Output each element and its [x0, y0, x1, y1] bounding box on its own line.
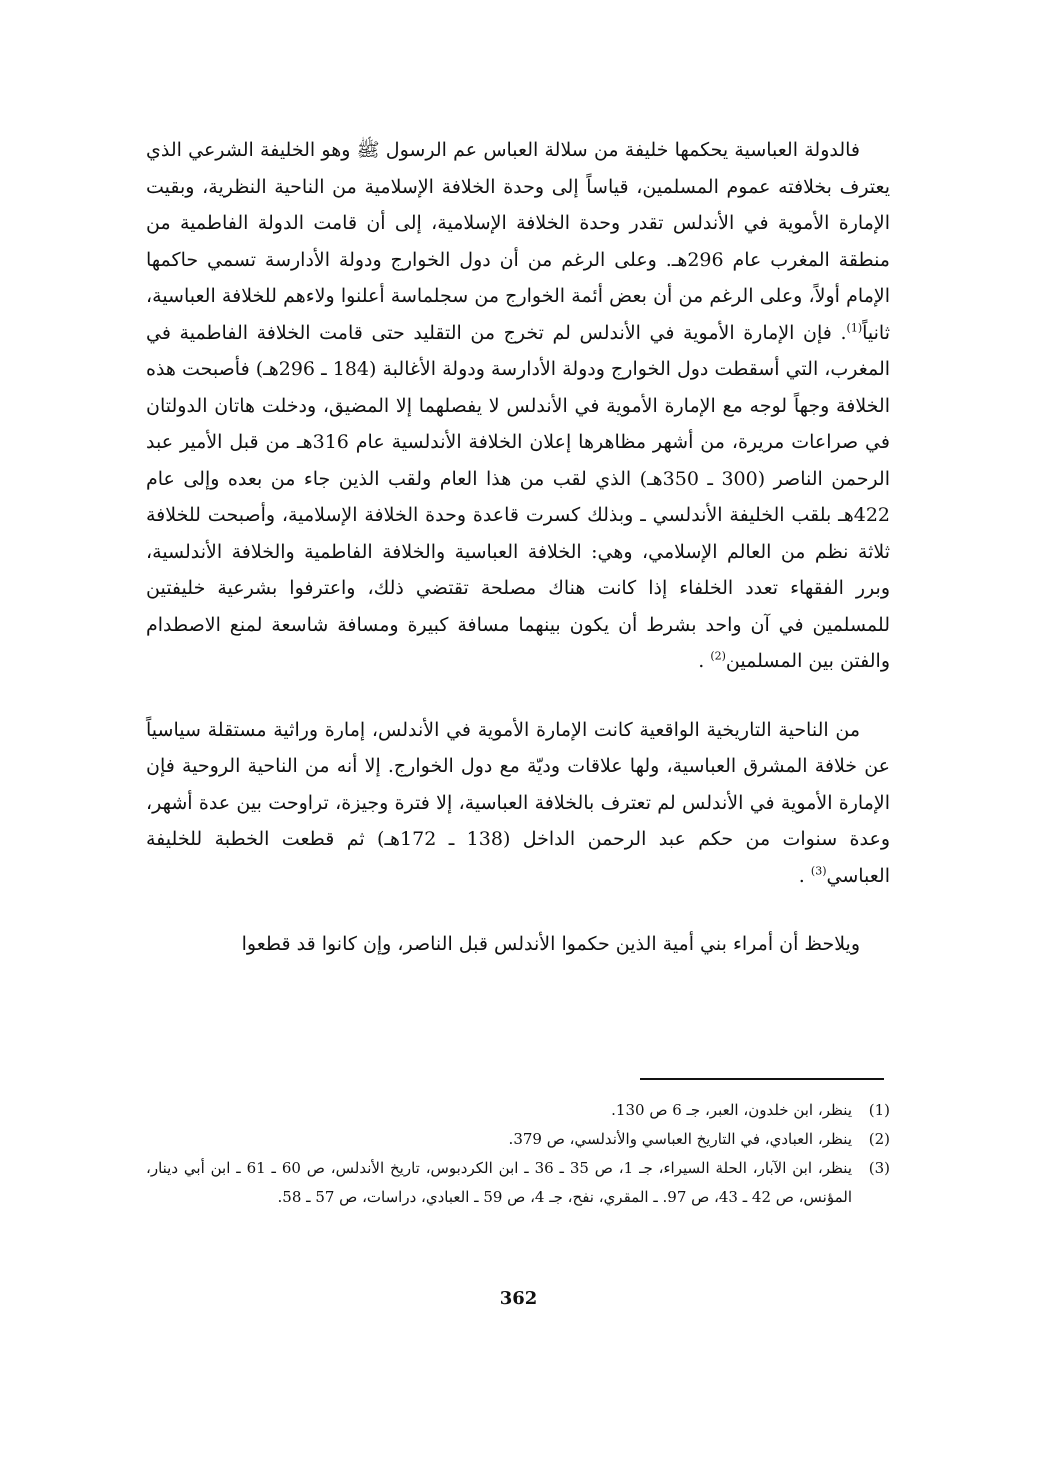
paragraph-2: [146, 712, 890, 895]
main-text: [146, 132, 890, 963]
footnote-number: (1): [868, 1101, 890, 1119]
footnote-number: (3): [868, 1159, 890, 1177]
footnote-ref-3[interactable]: (3): [810, 864, 827, 878]
page-number: 362: [499, 1288, 538, 1309]
paragraph-2-end: .: [798, 864, 811, 887]
paragraph-1: [146, 132, 890, 680]
footnote-separator: [640, 1078, 884, 1080]
footnotes: [146, 1096, 890, 1212]
paragraph-3: [146, 926, 890, 963]
paragraph-3-text: ويلاحظ أن أمراء بني أمية الذين حكموا الأندلس قبل الناصر، وإن كانوا قد قطعوا: [241, 933, 860, 955]
footnote-text: ينظر، العبادي، في التاريخ العباسي والأندلسي، ص 379.: [508, 1130, 852, 1148]
footnote-2: [146, 1125, 890, 1154]
footnote-number: (2): [868, 1130, 890, 1148]
paragraph-1-text: فالدولة العباسية يحكمها خليفة من سلالة العباس عم الرسول ﷺ وهو الخليفة الشرعي الذي يعترف بخلافته عموم المسلمين، قياساً إلى وحدة الخلافة الإسلامية من الناحية النظرية، وبقيت الإمارة الأموية في الأندلس تقدر وحدة الخلافة الإسلامية، إلى أن قامت الدولة الفاطمية من منطقة المغرب عام 296هـ. وعلى الرغم من أن دول الخوارج ودولة الأدارسة تسمي حاكمها الإمام أولاً، وعلى الرغم من أن بعض أئمة الخوارج من سجلماسة أعلنوا ولاءهم للخلافة العباسية، ثانياً: [146, 139, 891, 344]
paragraph-1-end: .: [698, 650, 711, 672]
paragraph-1-continuation: . فإن الإمارة الأموية في الأندلس لم تخرج من التقليد حتى قامت الخلافة الفاطمية في المغرب، التي أسقطت دول الخوارج ودولة الأدارسة ودولة الأغالبة (184 ـ 296هـ) فأصبحت هذه الخلافة وجهاً لوجه مع الإمارة الأموية في الأندلس لا يفصلهما إلا المضيق، ودخلت هاتان الدولتان في صراعات مريرة، من أشهر مظاهرها إعلان الخلافة الأندلسية عام 316هـ من قبل الأمير عبد الرحمن الناصر (300 ـ 350هـ) الذي لقب من هذا العام ولقب الذين جاء من بعده وإلى عام 422هـ بلقب الخليفة الأندلسي ـ وبذلك كسرت قاعدة وحدة الخلافة الإسلامية، وأصبحت للخلافة ثلاثة نظم من العالم الإسلامي، وهي: الخلافة العباسية والخلافة الفاطمية والخلافة الأندلسية، وبرر الفقهاء تعدد الخلفاء إذا كانت هناك مصلحة تقتضي ذلك، واعترفوا بشرعية خليفتين للمسلمين في آن واحد بشرط أن يكون بينهما مسافة كبيرة ومسافة شاسعة لمنع الاصطدام والفتن بين المسلمين: [146, 321, 891, 672]
footnote-3: [146, 1154, 890, 1212]
footnote-text: ينظر، ابن خلدون، العبر، جـ 6 ص 130.: [611, 1101, 852, 1119]
footnote-text: ينظر، ابن الآبار، الحلة السيراء، جـ 1، ص 35 ـ 36 ـ ابن الكردبوس، تاريخ الأندلس، ص 60 ـ 61 ـ ابن أبي دينار، المؤنس، ص 42 ـ 43، ص 97. ـ المقري، نفح، جـ 4، ص 59 ـ العبادي، دراسات، ص 57 ـ 58.: [146, 1159, 852, 1206]
footnote-ref-2[interactable]: (2): [710, 649, 726, 663]
paragraph-2-text: من الناحية التاريخية الواقعية كانت الإمارة الأموية في الأندلس، إمارة وراثية مستقلة سياسياً عن خلافة المشرق العباسية، ولها علاقات وديّة مع دول الخوارج. إلا أنه من الناحية الروحية فإن الإمارة الأموية في الأندلس لم تعترف بالخلافة العباسية، إلا فترة وجيزة، تراوحت بين عدة أشهر، وعدة سنوات من حكم عبد الرحمن الداخل (138 ـ 172هـ) ثم قطعت الخطبة للخليفة العباسي: [146, 718, 890, 887]
footnote-ref-1[interactable]: (1): [846, 321, 863, 335]
footnote-1: [146, 1096, 890, 1125]
